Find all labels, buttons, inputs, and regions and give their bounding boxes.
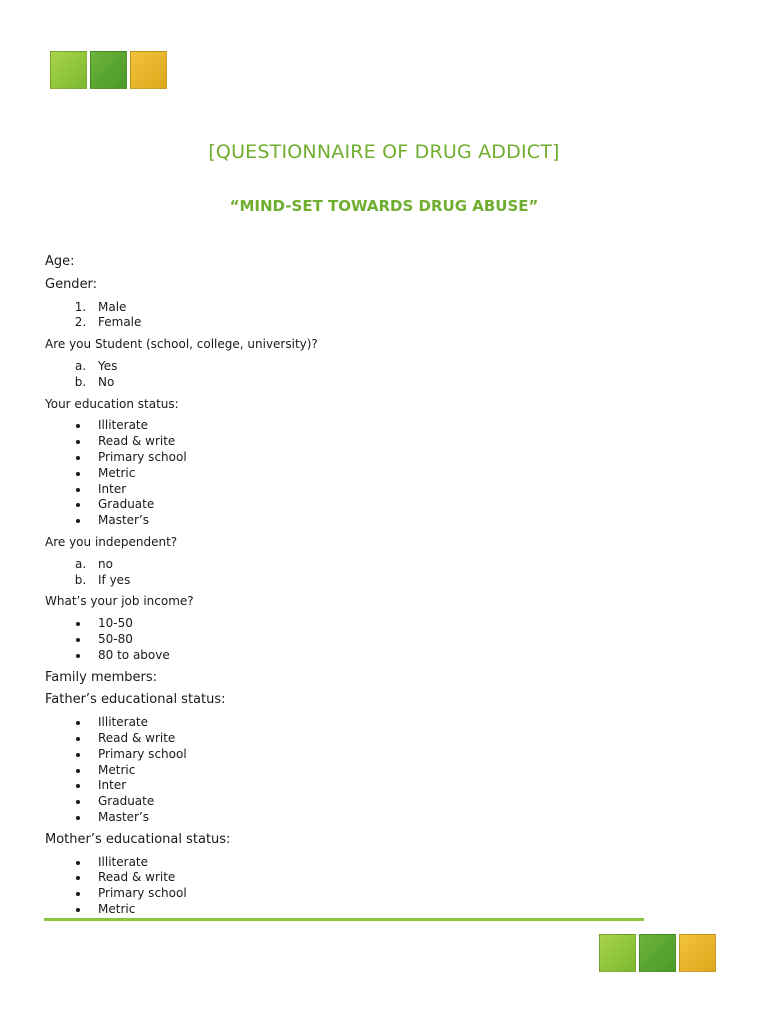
list-item: a. no: [90, 557, 645, 573]
question-education: Your education status:: [45, 396, 179, 411]
logo-square-gold: [679, 934, 716, 972]
list-item: • Primary school: [90, 747, 645, 763]
footer-logo: [599, 934, 716, 972]
list-item: • Metric: [90, 466, 645, 482]
list-item: • Metric: [90, 763, 645, 779]
list-item: • Inter: [90, 778, 645, 794]
question-student: Are you Student (school, college, university)?: [45, 337, 318, 352]
logo-square-mid: [90, 51, 127, 89]
father-options: [45, 715, 645, 826]
header-logo: [50, 51, 167, 89]
education-options: [45, 418, 645, 529]
question-family: Family members:: [45, 669, 158, 685]
list-item: • Read & write: [90, 731, 645, 747]
list-item: 1. Male: [90, 300, 645, 316]
list-item: • Illiterate: [90, 855, 645, 871]
questionnaire-body: [45, 254, 645, 924]
question-gender: Gender:: [45, 276, 98, 292]
logo-square-light: [50, 51, 87, 89]
logo-square-gold: [130, 51, 167, 89]
list-item: b. If yes: [90, 573, 645, 589]
list-item: a. Yes: [90, 359, 645, 375]
question-age: Age:: [45, 254, 75, 269]
logo-square-mid: [639, 934, 676, 972]
list-item: • Master’s: [90, 513, 645, 529]
student-options: [45, 359, 645, 391]
logo-square-light: [599, 934, 636, 972]
question-independent: Are you independent?: [45, 534, 178, 549]
list-item: • 10-50: [90, 616, 645, 632]
list-item: • Master’s: [90, 810, 645, 826]
list-item: • 50-80: [90, 632, 645, 648]
question-father: Father’s educational status:: [45, 692, 226, 708]
list-item: • Graduate: [90, 497, 645, 513]
list-item: • Read & write: [90, 434, 645, 450]
question-mother: Mother’s educational status:: [45, 831, 231, 847]
list-item: 2. Female: [90, 315, 645, 331]
gender-options: [45, 300, 645, 332]
list-item: • Primary school: [90, 450, 645, 466]
list-item: • Primary school: [90, 886, 645, 902]
document-subtitle: “MIND-SET TOWARDS DRUG ABUSE”: [229, 197, 539, 215]
mother-options: [45, 855, 645, 918]
list-item: • Inter: [90, 482, 645, 498]
independent-options: [45, 557, 645, 589]
income-options: [45, 616, 645, 663]
list-item: • Illiterate: [90, 715, 645, 731]
list-item: • Read & write: [90, 870, 645, 886]
list-item: • Metric: [90, 902, 645, 918]
footer-rule: [44, 918, 644, 921]
document-title: [QUESTIONNAIRE OF DRUG ADDICT]: [208, 141, 560, 163]
list-item: • Graduate: [90, 794, 645, 810]
question-income: What’s your job income?: [45, 594, 194, 609]
list-item: • 80 to above: [90, 648, 645, 664]
list-item: • Illiterate: [90, 418, 645, 434]
list-item: b. No: [90, 375, 645, 391]
